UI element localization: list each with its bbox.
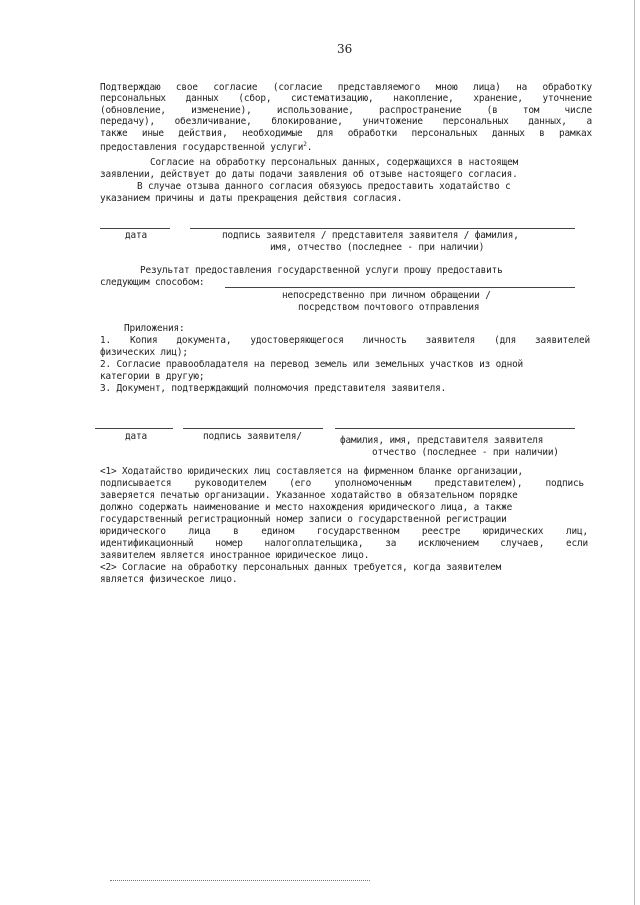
consent-validity-line-2: заявлении, действует до даты подачи заявления об отзыве настоящего согласия.: [100, 169, 518, 180]
delivery-option-mail: посредством почтового отправления: [298, 302, 480, 313]
signature-line-2: [183, 428, 323, 429]
footnote-1: <1> Ходатайство юридических лиц составляется на фирменном бланке организации,: [100, 466, 524, 477]
signature-line: [190, 228, 575, 229]
attachment-item-2-continued: категории в другую;: [100, 371, 205, 382]
attachment-item-1: 1. Копия документа, удостоверяющегося личность заявителя (для заявителей: [100, 335, 590, 346]
footnote-line: идентификационный номер налогоплательщика, за исключением случаев, если: [100, 538, 588, 549]
consent-line: (обновление, изменение), использование, распространение (в том числе: [100, 104, 592, 116]
result-delivery-text: Результат предоставления государственной услуги прошу предоставить: [140, 265, 503, 276]
footnote-line: заявителем является иностранное юридическое лицо.: [100, 550, 370, 561]
consent-revocation-line-2: указанием причины и даты прекращения действия согласия.: [100, 193, 403, 204]
consent-validity-line-1: Согласие на обработку персональных данных, содержащихся в настоящем: [150, 157, 519, 168]
date-label-2: дата: [125, 431, 147, 442]
footnote-2: <2> Согласие на обработку персональных данных требуется, когда заявителем: [100, 562, 502, 573]
consent-line: передачу), обезличивание, блокирование, уничтожение персональных данных, а: [100, 116, 592, 128]
consent-period: .: [306, 142, 313, 154]
name-label-2: фамилия, имя, представителя заявителя: [340, 435, 544, 446]
attachment-item-2: 2. Согласие правообладателя на перевод земель или земельных участков из одной: [100, 359, 524, 370]
name-line-2: [335, 428, 575, 429]
result-delivery-text-2: следующим способом:: [100, 277, 205, 288]
attachment-item-1-continued: физических лиц);: [100, 347, 188, 358]
consent-revocation-line-1: В случае отзыва данного согласия обязуюсь предоставить ходатайство с: [137, 181, 511, 192]
signature-label-continued: имя, отчество (последнее - при наличии): [270, 242, 485, 253]
consent-line: предоставления государственной услуги: [100, 142, 304, 154]
name-label-2-continued: отчество (последнее - при наличии): [372, 447, 559, 458]
attachments-heading: Приложения:: [124, 323, 185, 334]
consent-line-with-footnote: [100, 139, 592, 154]
date-line: [100, 228, 170, 229]
footnote-line: является физическое лицо.: [100, 574, 238, 585]
footnote-line: подписывается руководителем (его уполномоченным представителем), подпись: [100, 478, 584, 489]
scan-artifact-line: [110, 880, 370, 881]
consent-line: персональных данных (сбор, систематизацию, накопление, хранение, уточнение: [100, 93, 592, 105]
footnote-line: заверяется печатью организации. Указанное ходатайство в обязательном порядке: [100, 490, 518, 501]
consent-line: также иные действия, необходимые для обработки персональных данных в рамках: [100, 127, 592, 139]
page-number: 36: [337, 42, 353, 56]
scan-edge-line: [634, 0, 635, 905]
date-label: дата: [125, 230, 147, 241]
delivery-method-line: [225, 287, 575, 288]
footnote-line: должно содержать наименование и место нахождения юридического лица, а также: [100, 502, 513, 513]
delivery-option-in-person: непосредственно при личном обращении /: [282, 290, 491, 301]
footnote-reference: 2: [303, 141, 307, 149]
attachment-item-3: 3. Документ, подтверждающий полномочия представителя заявителя.: [100, 383, 447, 394]
consent-paragraph: [100, 82, 592, 154]
footnote-line: государственный регистрационный номер записи о государственной регистрации: [100, 514, 507, 525]
signature-label: подпись заявителя / представителя заявителя / фамилия,: [222, 230, 519, 241]
signature-label-2: подпись заявителя/: [203, 431, 302, 442]
date-line-2: [95, 428, 173, 429]
footnote-line: юридического лица в едином государственном реестре юридических лиц,: [100, 526, 588, 537]
consent-line: Подтверждаю свое согласие (согласие представляемого мною лица) на обработку: [100, 82, 592, 93]
